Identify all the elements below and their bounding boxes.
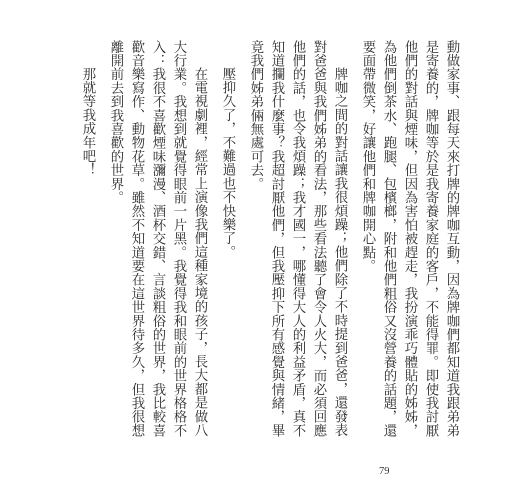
body-text: [77, 40, 462, 450]
paragraph-3: 壓抑久了，不難過也不快樂了。: [220, 66, 235, 259]
paragraph-5: 那就等我成年吧！: [80, 66, 95, 177]
paragraph-1: 動做家事、跟每天來打牌的牌咖互動，因為牌咖們都知道我跟弟弟是寄養的，牌咖等於是我寄養家庭的客戶，不能得罪。即使我討厭他們的對話與煙味，但因為害怕被趕走，我扮演乖巧體貼的姊姊，為他們倒茶水、跑腿、包檳榔，附和他們粗俗又沒營養的話題，還要面帶微笑，好讓他們和牌咖開心點。: [360, 40, 459, 438]
paragraph-4: 在電視劇裡，經常上演像我們這種家境的孩子，長大都是做八大行業。我想到就覺得眼前一片黑。我覺得我和眼前的世界格格不入：我很不喜歡煙味瀰漫、酒杯交錯、言談粗俗的世界，我比較喜歡音樂寫作、動物花草。雖然不知道要在這世界待多久，但我很想離開前去到我喜歡的世界。: [108, 40, 207, 438]
paragraph-2: 牌咖之間的對話讓我很煩躁；他們除了不時提到爸爸，還發表對爸爸與我們姊弟的看法，那些看法聽了會令人火大，而必須回應他們的話，也令我煩躁；我才國一，哪懂得大人的利益矛盾，真不知道攔我什麼事？我超討厭他們，但我壓抑下所有感覺與情緒，畢竟我們姊弟倆無處可去。: [248, 40, 347, 438]
page-number: 79: [379, 466, 390, 477]
